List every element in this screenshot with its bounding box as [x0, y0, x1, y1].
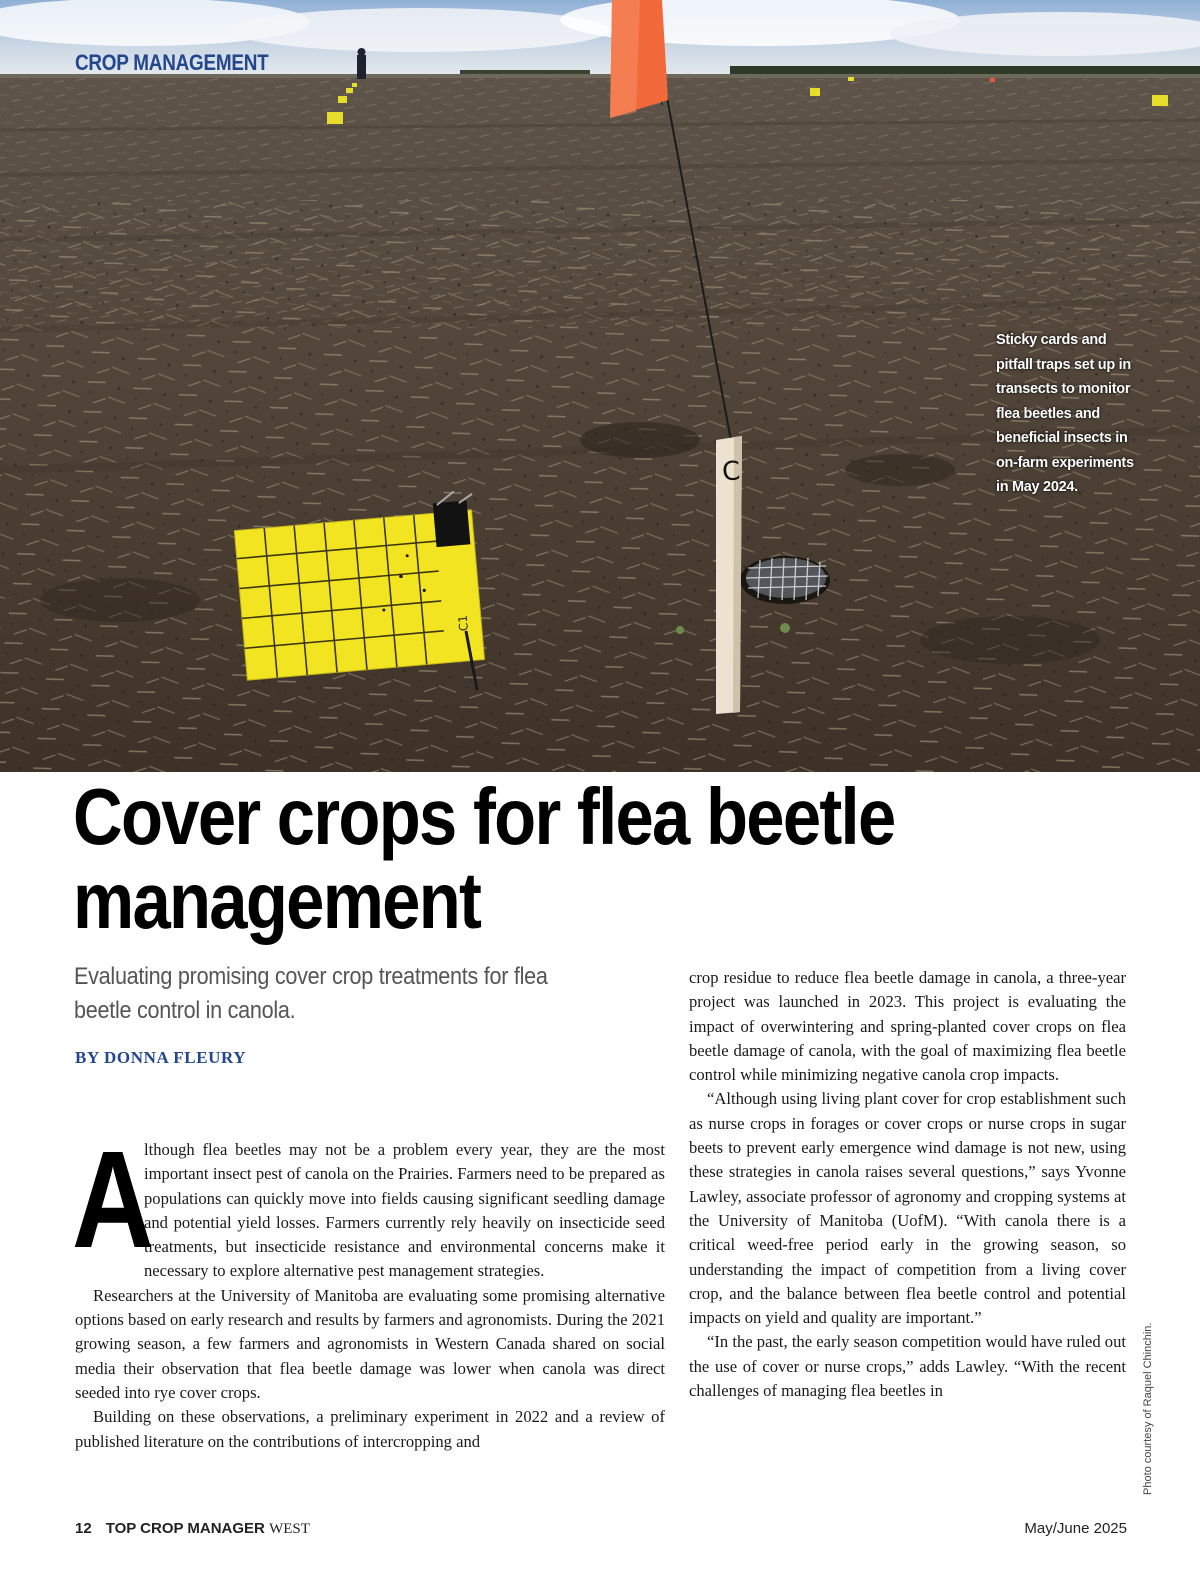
article-column-left	[72, 1123, 665, 1454]
magazine-name: TOP CROP MANAGER	[105, 1520, 265, 1537]
section-label: CROP MANAGEMENT	[75, 50, 269, 75]
card-label: C1	[455, 614, 471, 632]
paragraph-1-text: lthough flea beetles may not be a problem every year, they are the most important insect pest of canola on the Prairies. Farmers need to be prepared as populations can quickly move into fields causing significant seedling damage and potential yield losses. Farmers currently rely heavily on insecticide seed treatments, but insecticide resistance and environmental concerns make it necessary to explore alternative pest management strategies.	[144, 1140, 665, 1281]
page-footer	[75, 1520, 1127, 1542]
photo-credit: Photo courtesy of Raquel Chinchin.	[1142, 1322, 1154, 1495]
issue-date: May/June 2025	[1024, 1520, 1127, 1537]
paragraph-2: Researchers at the University of Manitoba are evaluating some promising alternative options based on early research and results by farmers and agronomists. During the 2021 growing season, a few farmers and agronomists in Western Canada shared on social media their observation that flea beetle damage was lower when canola was direct seeded into rye cover crops.	[75, 1285, 665, 1402]
paragraph-5: “Although using living plant cover for crop establishment such as nurse crops in forages or cover crops or nurse crops in sugar beets to prevent early emergence wind damage is not new, using these strategies in canola raises several questions,” says Yvonne Lawley, associate professor of agronomy and cropping systems at the University of Manitoba (UofM). “With canola there is a critical weed-free period early in the growing season, so understanding the impact of competition from a living cover crop, and the balance between flea beetle control and potential impacts on yield and quality are important.”	[689, 1089, 1126, 1328]
magazine-region: WEST	[269, 1521, 310, 1537]
paragraph-3: Building on these observations, a preliminary experiment in 2022 and a review of published literature on the contributions of intercropping and	[75, 1407, 665, 1451]
page-number: 12	[75, 1520, 92, 1537]
article-byline: BY DONNA FLEURY	[75, 1048, 247, 1067]
stake-letter: C	[721, 456, 742, 488]
article-column-right	[689, 966, 1126, 1403]
paragraph-6: “In the past, the early season competition would have ruled out the use of cover or nurse crops,” adds Lawley. “With the recent challenges of managing flea beetles in	[689, 1332, 1126, 1401]
article-title: Cover crops for flea beetle management	[73, 772, 895, 945]
drop-cap: A	[72, 1123, 154, 1277]
photo-caption: Sticky cards and pitfall traps set up in transects to monitor flea beetles and beneficial insects in on-farm experiments in May 2024.	[996, 332, 1134, 495]
article-deck: Evaluating promising cover crop treatments for flea beetle control in canola.	[74, 963, 548, 1024]
paragraph-1	[72, 1123, 665, 1284]
hero-photo	[0, 0, 1200, 772]
paragraph-4: crop residue to reduce flea beetle damage in canola, a three-year project was launched in 2023. This project is evaluating the impact of overwintering and spring-planted cover crops on flea beetle damage of canola, with the goal of maximizing flea beetle control while minimizing negative canola crop impacts.	[689, 968, 1126, 1085]
